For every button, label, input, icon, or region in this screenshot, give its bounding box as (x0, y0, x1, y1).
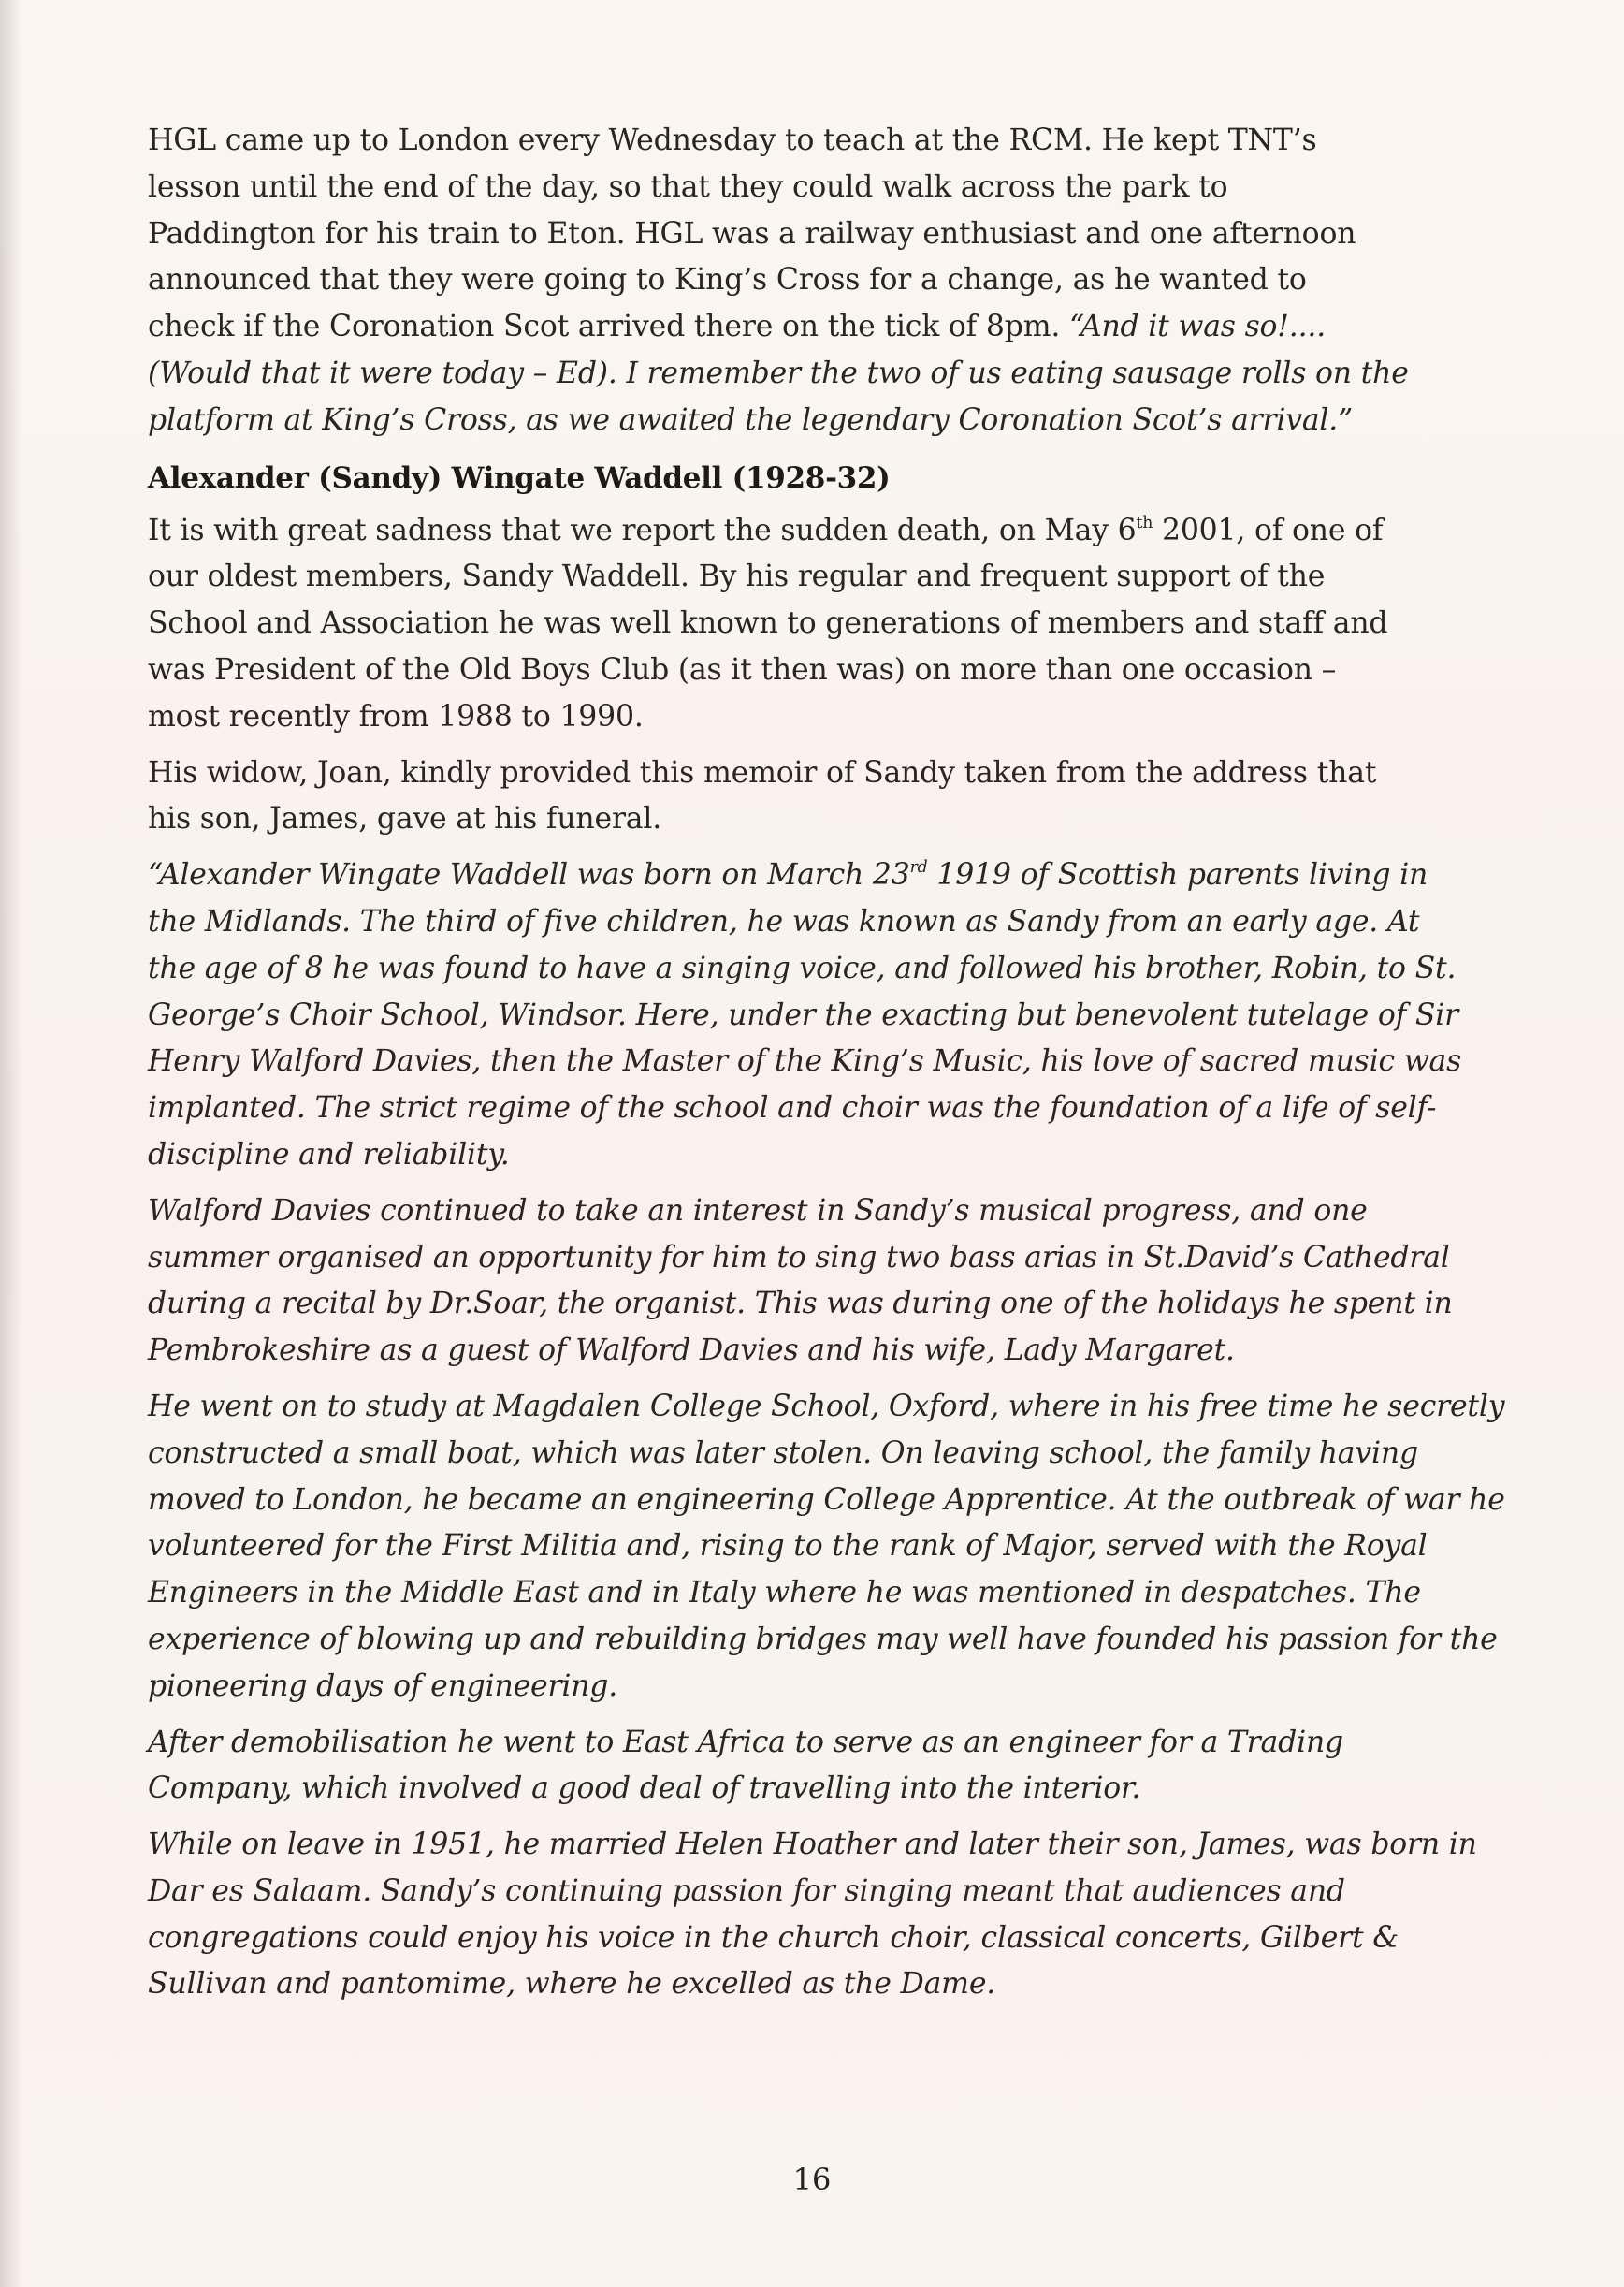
text-line: He went on to study at Magdalen College School, Oxford, where in his free time he secretly (148, 1389, 1505, 1423)
text-line: Dar es Salaam. Sandy’s continuing passion for singing meant that audiences and (148, 1873, 1345, 1908)
text-line (148, 852, 1476, 899)
page-number: 16 (792, 2162, 832, 2197)
text-line: Sullivan and pantomime, where he excelled as the Dame. (148, 1967, 996, 2002)
text-line: experience of blowing up and rebuilding bridges may well have founded his passion for the (148, 1622, 1498, 1656)
text-line: most recently from 1988 to 1990. (148, 699, 644, 734)
page-content (148, 118, 1505, 2008)
text-line: Engineers in the Middle East and in Italy where he was mentioned in despatches. The (148, 1576, 1421, 1610)
text-segment: “Alexander Wingate Waddell was born on March 23 (148, 858, 910, 893)
text-line: Pembrokeshire as a guest of Walford Davies and his wife, Lady Margaret. (148, 1333, 1235, 1368)
text-line: pioneering days of engineering. (148, 1668, 618, 1703)
text-line: His widow, Joan, kindly provided this memoir of Sandy taken from the address that (148, 755, 1377, 790)
text-line: Walford Davies continued to take an interest in Sandy’s musical progress, and one (148, 1193, 1368, 1228)
text-line: his son, James, gave at his funeral. (148, 802, 662, 837)
memoir-paragraph (148, 1822, 1476, 2008)
text-line: Henry Walford Davies, then the Master of the King’s Music, his love of sacred music was (148, 1044, 1462, 1079)
text-line: announced that they were going to King’s Cross for a change, as he wanted to (148, 263, 1307, 298)
memoir-paragraph (148, 1384, 1505, 1711)
ordinal-suffix: th (1136, 513, 1153, 532)
text-line: HGL came up to London every Wednesday to teach at the RCM. He kept TNT’s (148, 124, 1317, 157)
ordinal-suffix: rd (909, 858, 928, 878)
text-line: George’s Choir School, Windsor. Here, under the exacting but benevolent tutelage of Sir (148, 998, 1459, 1032)
memoir-paragraph (148, 1188, 1476, 1375)
text-line: during a recital by Dr.Soar, the organist. This was during one of the holidays he spent in (148, 1287, 1453, 1321)
text-line: was President of the Old Boys Club (as it then was) on more than one occasion – (148, 652, 1337, 687)
text-line: summer organised an opportunity for him to sing two bass arias in St.David’s Cathedral (148, 1240, 1450, 1275)
memoir-paragraph (148, 1720, 1476, 1814)
text-line: volunteered for the First Militia and, rising to the rank of Major, served with the Royal (148, 1529, 1428, 1564)
text-line: Paddington for his train to Eton. HGL was a railway enthusiast and one afternoon (148, 216, 1356, 251)
text-line: While on leave in 1951, he married Helen Hoather and later their son, James, was born in (148, 1828, 1477, 1862)
text-line: discipline and reliability. (148, 1137, 510, 1172)
quote-start: “And it was so!.... (1069, 310, 1327, 344)
quote-line: platform at King’s Cross, as we awaited the legendary Coronation Scot’s arrival.” (148, 402, 1354, 437)
intro-paragraph (148, 118, 1476, 444)
widow-paragraph (148, 750, 1476, 844)
text-line: Company, which involved a good deal of travelling into the interior. (148, 1771, 1141, 1806)
text-line: moved to London, he became an engineering College Apprentice. At the outbreak of war he (148, 1482, 1505, 1517)
text-line: After demobilisation he went to East Africa to serve as an engineer for a Trading (148, 1725, 1343, 1759)
text-line: congregations could enjoy his voice in the church choir, classical concerts, Gilbert & (148, 1920, 1399, 1955)
text-line (148, 304, 1476, 351)
text-line: lesson until the end of the day, so that they could walk across the park to (148, 169, 1228, 204)
obituary-paragraph (148, 508, 1476, 741)
text-line: our oldest members, Sandy Waddell. By his regular and frequent support of the (148, 560, 1326, 594)
text-line: School and Association he was well known to generations of members and staff and (148, 606, 1388, 641)
memoir-paragraph (148, 852, 1476, 1179)
text-segment: 1919 of Scottish parents living in (927, 858, 1428, 893)
text-segment: check if the Coronation Scot arrived there on the tick of 8pm. (148, 310, 1070, 344)
text-segment: 2001, of one of (1153, 513, 1384, 547)
text-line: the Midlands. The third of five children, he was known as Sandy from an early age. At (148, 904, 1420, 939)
text-line: the age of 8 he was found to have a singing voice, and followed his brother, Robin, to St. (148, 951, 1457, 985)
text-line: constructed a small boat, which was later stolen. On leaving school, the family having (148, 1435, 1418, 1470)
quote-line: (Would that it were today – Ed). I remember the two of us eating sausage rolls on the (148, 356, 1409, 390)
text-line: implanted. The strict regime of the school and choir was the foundation of a life of self- (148, 1091, 1437, 1126)
text-segment: It is with great sadness that we report the sudden death, on May 6 (148, 513, 1137, 547)
obituary-heading: Alexander (Sandy) Wingate Waddell (1928-32) (148, 460, 891, 495)
text-line (148, 508, 1476, 555)
